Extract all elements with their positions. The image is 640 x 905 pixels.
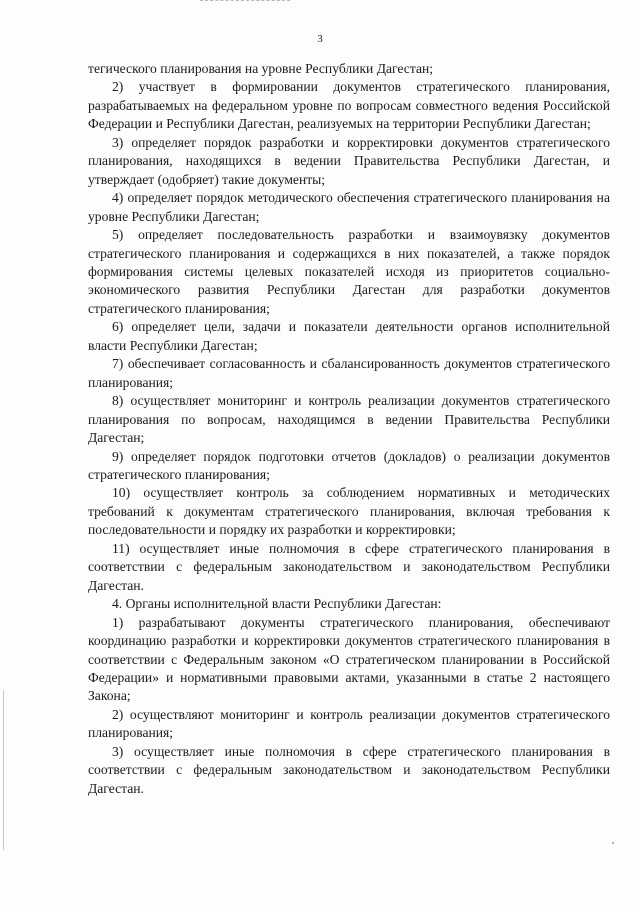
list-item-6: 6) определяет цели, задачи и показатели деятельности органов исполнительной власти Республики Дагестан; <box>88 319 610 353</box>
section-4-item-2: 2) осуществляют мониторинг и контроль реализации документов стратегического планирования; <box>88 706 610 741</box>
paragraph-continuation: тегического планирования на уровне Республики Дагестан; <box>88 61 434 76</box>
list-item-3: 3) определяет порядок разработки и корректировки документов стратегического планирования, находящихся в ведении Правительства Республики Дагестан, и утверждает (одобряет) такие документы; <box>88 134 610 187</box>
list-item-10: 10) осуществляет контроль за соблюдением нормативных и методических требований к документам стратегического планирования, включая требования к последовательности и порядку их разработки и корректировки; <box>88 485 610 538</box>
scan-speck <box>612 842 614 844</box>
list-item-7: 7) обеспечивает согласованность и сбалансированность документов стратегического планирования; <box>88 356 610 390</box>
scan-artifact-top <box>200 0 290 3</box>
section-4-item-3: 3) осуществляет иные полномочия в сфере стратегического планирования в соответствии с федеральным законодательством и законодательством Республики Дагестан. <box>88 743 610 796</box>
page-number: 3 <box>317 33 323 45</box>
list-item-8: 8) осуществляет мониторинг и контроль реализации документов стратегического планирования по вопросам, находящимся в ведении Правительства Республики Дагестан; <box>88 393 610 446</box>
list-item-4: 4) определяет порядок методического обеспечения стратегического планирования на уровне Республики Дагестан; <box>88 190 610 224</box>
list-item-11: 11) осуществляет иные полномочия в сфере стратегического планирования в соответствии с федеральным законодательством и законодательством Республики Дагестан. <box>88 540 610 593</box>
section-4-item-1: 1) разрабатывают документы стратегического планирования, обеспечивают координацию разработки и корректировки документов стратегического планирования в соответствии с Федеральным законом «О стратегическом планировании в Российской Федерации» и нормативными правовыми актами, указанными в статье 2 настоящего Закона; <box>88 614 610 704</box>
scan-edge-mark <box>3 690 4 850</box>
list-item-2: 2) участвует в формировании документов стратегического планирования, разрабатываемых на федеральном уровне по вопросам совместного ведения Российской Федерации и Республики Дагестан, реализуемых на территории Республики Дагестан; <box>88 79 610 132</box>
list-item-9: 9) определяет порядок подготовки отчетов (докладов) о реализации документов стратегического планирования; <box>88 448 610 482</box>
section-heading-4: 4. Органы исполнительной власти Республики Дагестан: <box>112 596 442 612</box>
document-body <box>88 60 610 798</box>
list-item-5: 5) определяет последовательность разработки и взаимоувязку документов стратегического планирования и содержащихся в них показателей, а также порядок формирования системы целевых показателей исходя из приоритетов социально-экономического развития Республики Дагестан для разработки документов стратегического планирования; <box>88 227 610 316</box>
